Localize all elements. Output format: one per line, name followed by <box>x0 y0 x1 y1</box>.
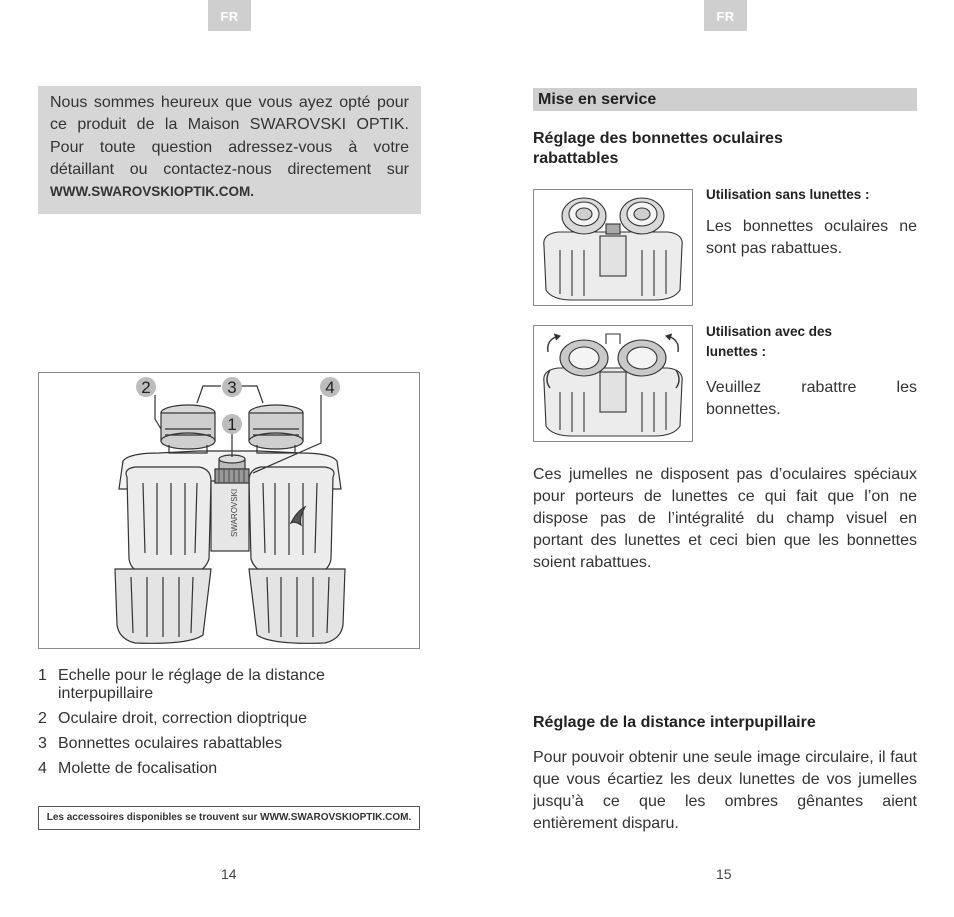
language-tab-right: FR <box>704 0 747 31</box>
usage-text-with-glasses: Veuillez rabattre les bonnettes. <box>706 379 917 418</box>
brand-engraving: SWAROVSKI <box>230 488 239 537</box>
eyecups-folded-illustration <box>534 326 692 441</box>
legend-item: 3 Bonnettes oculaires rabattables <box>38 735 283 752</box>
eyeglasses-paragraph: Ces jumelles ne disposent pas d’oculaires spéciaux pour porteurs de lunettes ce qui fait que l’on ne dispose pas de l’intégralité du champ visuel en portant des lunettes et ceci bien que les bonnettes soient rabattues. <box>533 466 917 571</box>
intro-box <box>38 86 421 214</box>
svg-text:2: 2 <box>141 378 151 397</box>
callout-2 <box>136 377 156 397</box>
usage-text-without-glasses: Les bonnettes oculaires ne sont pas rabattues. <box>706 218 917 257</box>
eyecups-folded-figure <box>533 325 693 442</box>
callout-1 <box>222 414 242 434</box>
legend-item: 2 Oculaire droit, correction dioptrique <box>38 710 308 727</box>
callout-4 <box>320 377 340 397</box>
legend-item: 4 Molette de focalisation <box>38 760 218 777</box>
language-tab-left: FR <box>208 0 251 31</box>
svg-text:3: 3 <box>227 378 237 397</box>
svg-text:4: 4 <box>325 378 335 397</box>
eyecups-up-figure <box>533 189 693 306</box>
section-title: Mise en service <box>533 88 917 111</box>
svg-text:1: 1 <box>227 415 237 434</box>
callout-3 <box>222 377 242 397</box>
usage-title-with-glasses: Utilisation avec des lunettes : <box>706 324 833 359</box>
parts-legend <box>38 667 418 785</box>
binoculars-illustration <box>39 373 419 648</box>
usage-title-without-glasses: Utilisation sans lunettes : <box>706 187 870 202</box>
binoculars-overview-figure <box>38 372 420 649</box>
website-link[interactable]: WWW.SWAROVSKIOPTIK.COM. <box>50 184 254 200</box>
interpupillary-paragraph: Pour pouvoir obtenir une seule image circulaire, il faut que vous écartiez les deux lunettes de vos jumelles jusqu’à ce que les ombres gênantes aient entièrement disparu. <box>533 749 917 832</box>
subhead-eyecups: Réglage des bonnettes oculaires rabattables <box>533 130 783 167</box>
page-number-right: 15 <box>716 866 732 882</box>
subhead-interpupillary: Réglage de la distance interpupillaire <box>533 714 816 731</box>
accessories-note: Les accessoires disponibles se trouvent sur WWW.SWAROVSKIOPTIK.COM. <box>38 806 420 830</box>
eyecups-up-illustration <box>534 190 692 305</box>
intro-text: Nous sommes heureux que vous ayez opté pour ce produit de la Maison SWAROVSKI OPTIK. Pour toute question adressez-vous à votre détaillant ou contactez-nous directement sur WWW.SWAROVSKIOPTIK.COM. <box>50 94 409 200</box>
page-number-left: 14 <box>221 866 237 882</box>
legend-item: 1 Echelle pour le réglage de la distance interpupillaire <box>38 667 325 702</box>
